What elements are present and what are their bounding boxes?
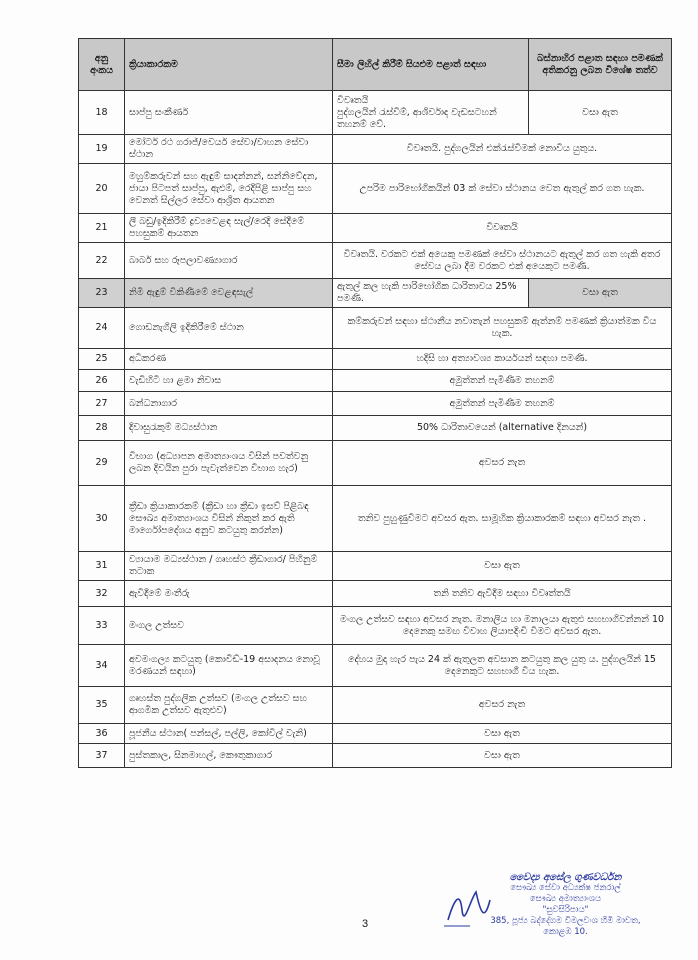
row-rule-all-provinces: විවෘතයි. වරකට එක් අයෙකු පමණක් සේවා ස්ථානයට ඇතුල් කර ගත හැකි අතර සේවය ලබා දීම වරකට එක් අයෙකුට පමණි. — [333, 243, 672, 279]
row-rule-all-provinces: විවෘතයි. පුද්ගලයින් එක්රැස්වීමක් නොවිය යුතුය. — [333, 135, 672, 164]
row-number: 30 — [79, 486, 125, 552]
row-rule-all-provinces: විවෘතයි පුද්ගලයින් රැස්වීම්, ආශිර්වාද වැඩසටහන් තහනම් වේ. — [333, 91, 529, 135]
row-rule-all-provinces: හදිසි හා අත්‍යාවශ්‍ය කාර්යයන් සඳහා පමණි. — [333, 349, 672, 370]
regulations-table — [78, 38, 672, 768]
row-number: 21 — [79, 214, 125, 243]
row-activity: නිමි ඇඳුම් විකිණීමේ වෙළඳසැල් — [125, 279, 333, 308]
row-activity: බාබර් සහ රූපලාවණ්‍යාගාර — [125, 243, 333, 279]
table-row — [79, 135, 672, 164]
row-number: 29 — [79, 441, 125, 486]
row-rule-all-provinces: වසා ඇත — [333, 724, 672, 744]
row-number: 22 — [79, 243, 125, 279]
row-activity: දිවාසුරැකුම් මධ්‍යස්ථාන — [125, 416, 333, 441]
row-number: 32 — [79, 581, 125, 607]
row-rule-all-provinces: අවසර නැත — [333, 441, 672, 486]
stamp-ministry: සෞඛ්‍ය අමාත්‍යාංශය — [529, 894, 602, 904]
stamp-title: සෞඛ්‍ය සේවා අධ්‍යක්ෂ ජනරාල් — [510, 883, 621, 893]
row-rule-all-provinces: අවසර නැත — [333, 687, 672, 724]
row-rule-all-provinces: ඇතුල් කල හැකි පාරිභෝගික ධාරිතාවය 25% පමණි. — [333, 279, 529, 308]
row-rule-all-provinces: අමුත්තන් පැමිණීම තහනම් — [333, 370, 672, 392]
row-number: 31 — [79, 552, 125, 581]
row-activity: ක්‍රීඩා ක්‍රියාකාරකම් (ක්‍රීඩා හා ක්‍රීඩා ඉසව් පිළිබඳ සෞඛ්‍ය අමාත්‍යාංශය විසින් නිකුත් කර ඇති මාර්ගෝපදේශය අනුව කටයුතු කරන්න) — [125, 486, 333, 552]
row-rule-all-provinces: 50% ධාරිතාවයෙන් (alternative දිනයන්) — [333, 416, 672, 441]
row-rule-all-provinces: වසා ඇත — [333, 552, 672, 581]
row-rule-all-provinces: දේහය මුදා හැර පැය 24 ක් ඇතුලත අවසාන කටයුතු කල යුතු ය. පුද්ගලයින් 15 දෙනෙකුට සහභාගී විය හැක. — [333, 645, 672, 687]
row-activity: පූජනීය ස්ථාන( පන්සල්, පල්ලි, කෝවිල් වැනි) — [125, 724, 333, 744]
header-number: අනු අංකය — [79, 39, 125, 91]
table-row — [79, 724, 672, 744]
row-number: 35 — [79, 687, 125, 724]
table-row — [79, 416, 672, 441]
table-row — [79, 279, 672, 308]
row-activity: පුස්තකාල, සිනමාහල්, කෞතුකාගාර — [125, 744, 333, 768]
row-number: 25 — [79, 349, 125, 370]
row-rule-western: වසා ඇත — [529, 279, 672, 308]
row-number: 19 — [79, 135, 125, 164]
row-number: 24 — [79, 308, 125, 349]
row-number: 33 — [79, 607, 125, 645]
row-number: 37 — [79, 744, 125, 768]
stamp-building: "සුවසිරිපාය" — [542, 905, 589, 915]
row-number: 18 — [79, 91, 125, 135]
official-stamp — [448, 872, 683, 952]
table-row — [79, 392, 672, 416]
row-number: 27 — [79, 392, 125, 416]
row-rule-western: වසා ඇත — [529, 91, 672, 135]
table-row — [79, 486, 672, 552]
row-activity: මෝටර් රථ ගරාජ්/වෙයර් සේවා/වාහන සේවා ස්ථාන — [125, 135, 333, 164]
table-row — [79, 349, 672, 370]
row-number: 26 — [79, 370, 125, 392]
table-row — [79, 607, 672, 645]
table-row — [79, 164, 672, 214]
row-activity: මහුම්කරුවන් සහ ඇඳුම් සාදන්නන්, සන්නිවේදන, ජායා පිටපත් සාප්පු, ඇළුම්, රෙදිපිළි සාප්පු සහ වෙනත් සිල්ලර සේවා ආශ්‍රිත ආයතන — [125, 164, 333, 214]
row-activity: බන්ධනාගාර — [125, 392, 333, 416]
row-number: 28 — [79, 416, 125, 441]
table-row — [79, 744, 672, 768]
stamp-city: කොළඹ 10. — [543, 927, 588, 937]
header-western-province: බස්නාහිර පළාත සඳහා පමණක් අතිකරනු ලබන විශේෂ තත්ව — [529, 39, 672, 91]
row-activity: විභාග (අධ්‍යාපන අමාත්‍යාංශය විසින් පවත්වනු ලබන දිවයින පුරා පැවැත්වෙන විභාග හැර) — [125, 441, 333, 486]
header-all-provinces: සීමා ලිහිල් කිරීම් සියළුම පළාත් සඳහා — [333, 39, 529, 91]
row-number: 34 — [79, 645, 125, 687]
table-row — [79, 441, 672, 486]
row-rule-all-provinces: මංගල උත්සව සඳහා අවසර නැත. මනාලිය හා මනාලයා ඇතුළු සහභාගිවන්නන් 10 දෙනෙකු සමඟ විවාහ ලියාපදිංචි වීමට අවසර ඇත. — [333, 607, 672, 645]
row-rule-all-provinces: තනි තනිව ඇවිදීම සඳහා විවෘත්තයි — [333, 581, 672, 607]
row-number: 20 — [79, 164, 125, 214]
row-rule-all-provinces: තනිව පුහුණුවීමට අවසර ඇත. සාමූහික ක්‍රියාකාරකම් සඳහා අවසර නැත . — [333, 486, 672, 552]
stamp-name: වෛද්‍ය අසේල ගුණවර්ධන — [509, 872, 622, 883]
table-row — [79, 91, 672, 135]
page-number: 3 — [362, 918, 369, 930]
row-activity: ව්‍යායාම මධ්‍යස්ථාන / ගෘහස්ථ ක්‍රීඩාගාර/ පිහිනුම් තටාක — [125, 552, 333, 581]
row-rule-all-provinces: කම්කරුවන් සඳහා ස්ථානීය නවාතැන් පහසුකම් ඇත්නම් පමණක් ක්‍රියාත්මක විය හැක. — [333, 308, 672, 349]
stamp-address: 385, පූජ්‍ය බද්දේගම විමලවංශ හිමි මාවත, — [490, 916, 641, 926]
row-rule-all-provinces: විවෘතයි — [333, 214, 672, 243]
table-row — [79, 214, 672, 243]
row-activity: ලී බඩු/ඉදිකිරීම් ද්‍රව්‍යවෙළඳ සැල්/රෙදි සේදීමේ පහසුකම් ආයතන — [125, 214, 333, 243]
row-activity: මංගල උත්සව — [125, 607, 333, 645]
row-activity: ගෘහස්ත පුද්ගලික උත්සව (මංගල උත්සව සහ ආගමික උත්සව ඇතුළුව) — [125, 687, 333, 724]
table-row — [79, 581, 672, 607]
row-number: 36 — [79, 724, 125, 744]
row-activity: ඇවිදීමේ මංතීරු — [125, 581, 333, 607]
row-activity: අවමංගල්‍ය කටයුතු (කොවිඩ්-19 අසාදනය නොවූ මරණයන් සඳහා) — [125, 645, 333, 687]
row-number: 23 — [79, 279, 125, 308]
row-rule-all-provinces: වසා ඇත — [333, 744, 672, 768]
table-row — [79, 308, 672, 349]
row-rule-all-provinces: අමුත්තන් පැමිණීම තහනම් — [333, 392, 672, 416]
header-activity: ක්‍රියාකාරකම — [125, 39, 333, 91]
table-row — [79, 687, 672, 724]
table-header-row — [79, 39, 672, 91]
table-row — [79, 552, 672, 581]
table-row — [79, 645, 672, 687]
row-activity: වැඩිහිටි හා ළමා නිවාස — [125, 370, 333, 392]
row-activity: අධිකරණ — [125, 349, 333, 370]
row-activity: සාප්පු සංකීර්ණ — [125, 91, 333, 135]
row-rule-all-provinces: උපරිම පාරිභෝගිකයින් 03 ක් සේවා ස්ථානය වෙත ඇතුල් කර ගත හැක. — [333, 164, 672, 214]
table-row — [79, 370, 672, 392]
table-row — [79, 243, 672, 279]
row-activity: ගොඩනැගිලි ඉදිකිරීමේ ස්ථාන — [125, 308, 333, 349]
table-body — [79, 91, 672, 768]
